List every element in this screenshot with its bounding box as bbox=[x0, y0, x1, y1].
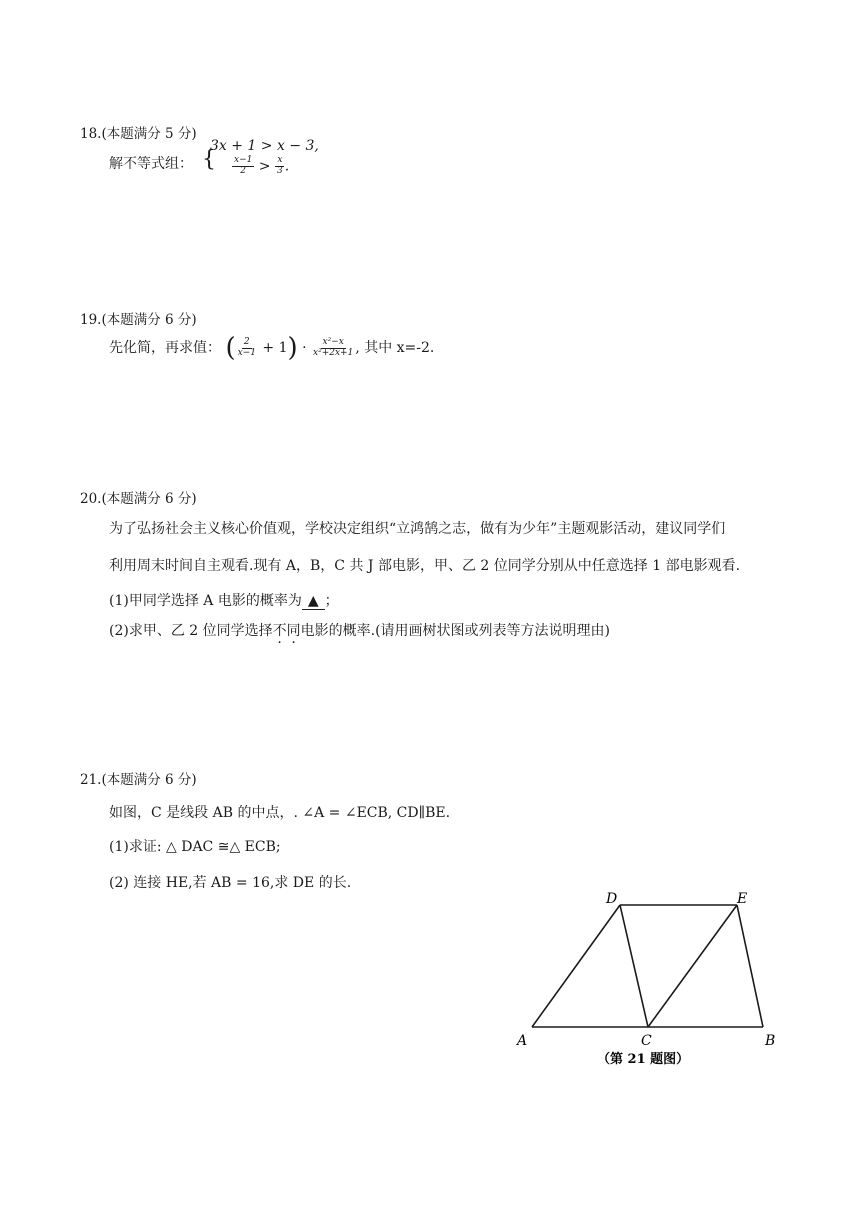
q20-answer-blank: ▲ bbox=[302, 593, 325, 610]
q19-frac-b-num: x²−x bbox=[322, 336, 344, 347]
q20-part2-a: (2)求甲、乙 2 位同学选择 bbox=[109, 623, 273, 639]
segment-CE bbox=[648, 905, 737, 1027]
q20-part2 bbox=[109, 620, 610, 640]
q18-period: . bbox=[284, 158, 290, 175]
q20-emphasis-char-1: 不 bbox=[272, 623, 287, 639]
q18-frac-2-num: x bbox=[277, 155, 283, 165]
q18-gt: > bbox=[258, 158, 271, 175]
q18-inequality-2 bbox=[232, 156, 289, 177]
label-C: C bbox=[641, 1033, 652, 1049]
q19-frac-b-den: x²+2x+1 bbox=[313, 347, 354, 358]
q18-frac-1-num: x−1 bbox=[234, 155, 253, 165]
q18-frac-1 bbox=[232, 156, 254, 177]
q20-header: 20.(本题满分 6 分) bbox=[80, 491, 197, 507]
q18-frac-2-den: 3 bbox=[276, 165, 283, 176]
q21-part1: (1)求证: △ DAC ≅△ ECB; bbox=[109, 839, 281, 855]
segment-EB bbox=[737, 905, 763, 1027]
q20-para-line2: 利用周末时间自主观看.现有 A，B，C 共 J 部电影，甲、乙 2 位同学分别从中任意选择 1 部电影观看. bbox=[109, 558, 741, 574]
q19-expression bbox=[109, 333, 434, 363]
q18-frac-2 bbox=[275, 156, 285, 177]
q19-close-paren: ) bbox=[287, 333, 298, 363]
q18-brace: { bbox=[202, 147, 216, 172]
q19-plus-one: + 1 bbox=[262, 340, 288, 356]
label-E: E bbox=[737, 891, 748, 907]
q21-figure bbox=[505, 885, 805, 1075]
q19-frac-a-den: x−1 bbox=[237, 347, 256, 358]
q19-open-paren: ( bbox=[225, 333, 236, 363]
q19-dot: · bbox=[302, 340, 307, 356]
q20-part1-suffix: ； bbox=[324, 593, 339, 609]
q19-frac-b bbox=[311, 338, 355, 359]
q18-frac-1-den: 2 bbox=[240, 165, 247, 176]
q20-part1 bbox=[109, 590, 339, 610]
q19-tail: , 其中 x=-2. bbox=[355, 340, 435, 356]
q20-para-line1: 为了弘扬社会主义核心价值观，学校决定组织“立鸿鹄之志，做有为少年”主题观影活动，建议同学们 bbox=[109, 521, 726, 537]
label-A: A bbox=[517, 1033, 528, 1049]
q18-prompt: 解不等式组： bbox=[109, 156, 193, 172]
q19-frac-a bbox=[236, 338, 258, 359]
figure-caption: （第 21 题图） bbox=[597, 1052, 690, 1067]
q21-part2: (2) 连接 HE,若 AB = 16,求 DE 的长. bbox=[109, 875, 352, 891]
q20-part2-b: 电影的概率.(请用画树状图或列表等方法说明理由) bbox=[300, 623, 611, 639]
q18-inequality-1: 3x + 1 > x − 3, bbox=[210, 138, 319, 154]
q21-header: 21.(本题满分 6 分) bbox=[80, 772, 197, 788]
q19-frac-a-num: 2 bbox=[243, 336, 250, 347]
q20-emphasis-char-2: 同 bbox=[286, 623, 301, 639]
label-D: D bbox=[606, 891, 618, 907]
q20-part1-prefix: (1)甲同学选择 A 电影的概率为 bbox=[109, 593, 302, 609]
segment-DC bbox=[620, 905, 648, 1027]
q18-header: 18.(本题满分 5 分) bbox=[80, 126, 197, 142]
label-B: B bbox=[765, 1033, 776, 1049]
segment-AD bbox=[532, 905, 620, 1027]
q21-line1: 如图，C 是线段 AB 的中点，. ∠A = ∠ECB, CD∥BE. bbox=[109, 805, 451, 821]
q19-prompt: 先化简，再求值： bbox=[109, 340, 221, 356]
q19-header: 19.(本题满分 6 分) bbox=[80, 312, 197, 328]
